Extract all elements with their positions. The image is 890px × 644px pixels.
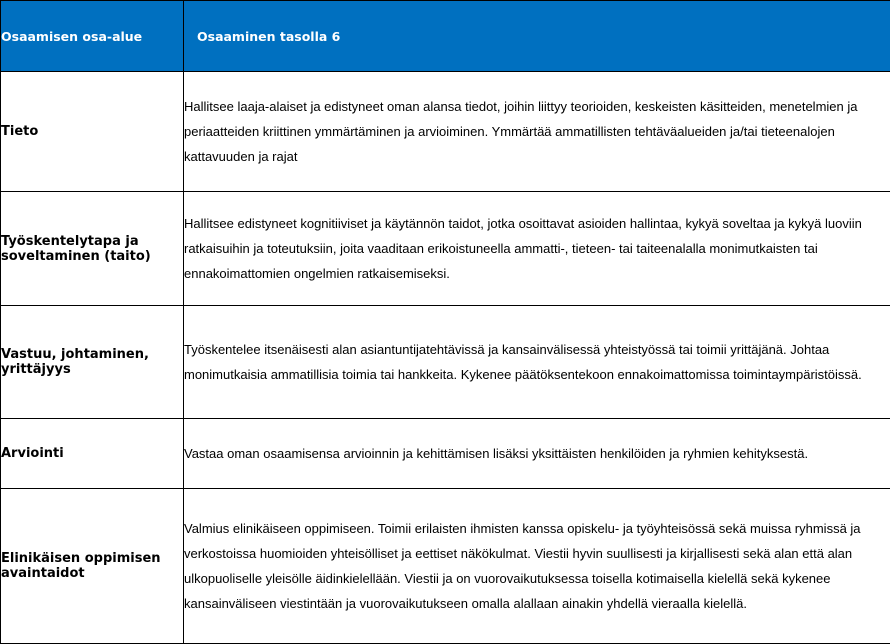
table-row	[1, 192, 890, 306]
row-area-label: Elinikäisen oppimisen avaintaidot	[1, 489, 184, 644]
table-row	[1, 72, 890, 192]
row-area-label: Vastuu, johtaminen, yrittäjyys	[1, 306, 184, 419]
row-description: Hallitsee laaja-alaiset ja edistyneet oman alansa tiedot, joihin liittyy teorioiden, keskeisten käsitteiden, menetelmien ja periaatteiden kriittinen ymmärtäminen ja arvioiminen. Ymmärtää ammatillisten tehtäväalueiden ja/tai tieteenalojen kattavuuden ja rajat	[184, 72, 890, 192]
row-area-label: Tieto	[1, 72, 184, 192]
table-row	[1, 489, 890, 644]
table-row	[1, 419, 890, 489]
row-description: Vastaa oman osaamisensa arvioinnin ja kehittämisen lisäksi yksittäisten henkilöiden ja ryhmien kehityksestä.	[184, 419, 890, 489]
row-description: Valmius elinikäiseen oppimiseen. Toimii erilaisten ihmisten kanssa opiskelu- ja työyhteisössä sekä muissa ryhmissä ja verkostoissa huomioiden yhteisölliset ja eettiset näkökulmat. Viestii hyvin suullisesti ja kirjallisesti sekä alan että alan ulkopuoliselle yleisölle äidinkielellään. Viestii ja on vuorovaikutuksessa toisella kotimaisella kielellä sekä kykenee kansainväliseen viestintään ja vuorovaikutukseen omalla alallaan ainakin yhdellä vieraalla kielellä.	[184, 489, 890, 644]
column-header-area: Osaamisen osa-alue	[1, 1, 184, 72]
column-header-level: Osaaminen tasolla 6	[184, 1, 890, 72]
row-area-label: Arviointi	[1, 419, 184, 489]
table-row	[1, 306, 890, 419]
row-area-label: Työskentelytapa ja soveltaminen (taito)	[1, 192, 184, 306]
row-description: Hallitsee edistyneet kognitiiviset ja käytännön taidot, jotka osoittavat asioiden hallintaa, kykyä soveltaa ja kykyä luoviin ratkaisuihin ja toteutuksiin, joita vaaditaan erikoistuneella ammatti-, tieteen- tai taiteenalalla monimutkaisten tai ennakoimattomien ongelmien ratkaisemiseksi.	[184, 192, 890, 306]
row-description: Työskentelee itsenäisesti alan asiantuntijatehtävissä ja kansainvälisessä yhteistyössä tai toimii yrittäjänä. Johtaa monimutkaisia ammatillisia toimia tai hankkeita. Kykenee päätöksentekoon ennakoimattomissa toimintaympäristöissä.	[184, 306, 890, 419]
table-header-row	[1, 1, 890, 72]
